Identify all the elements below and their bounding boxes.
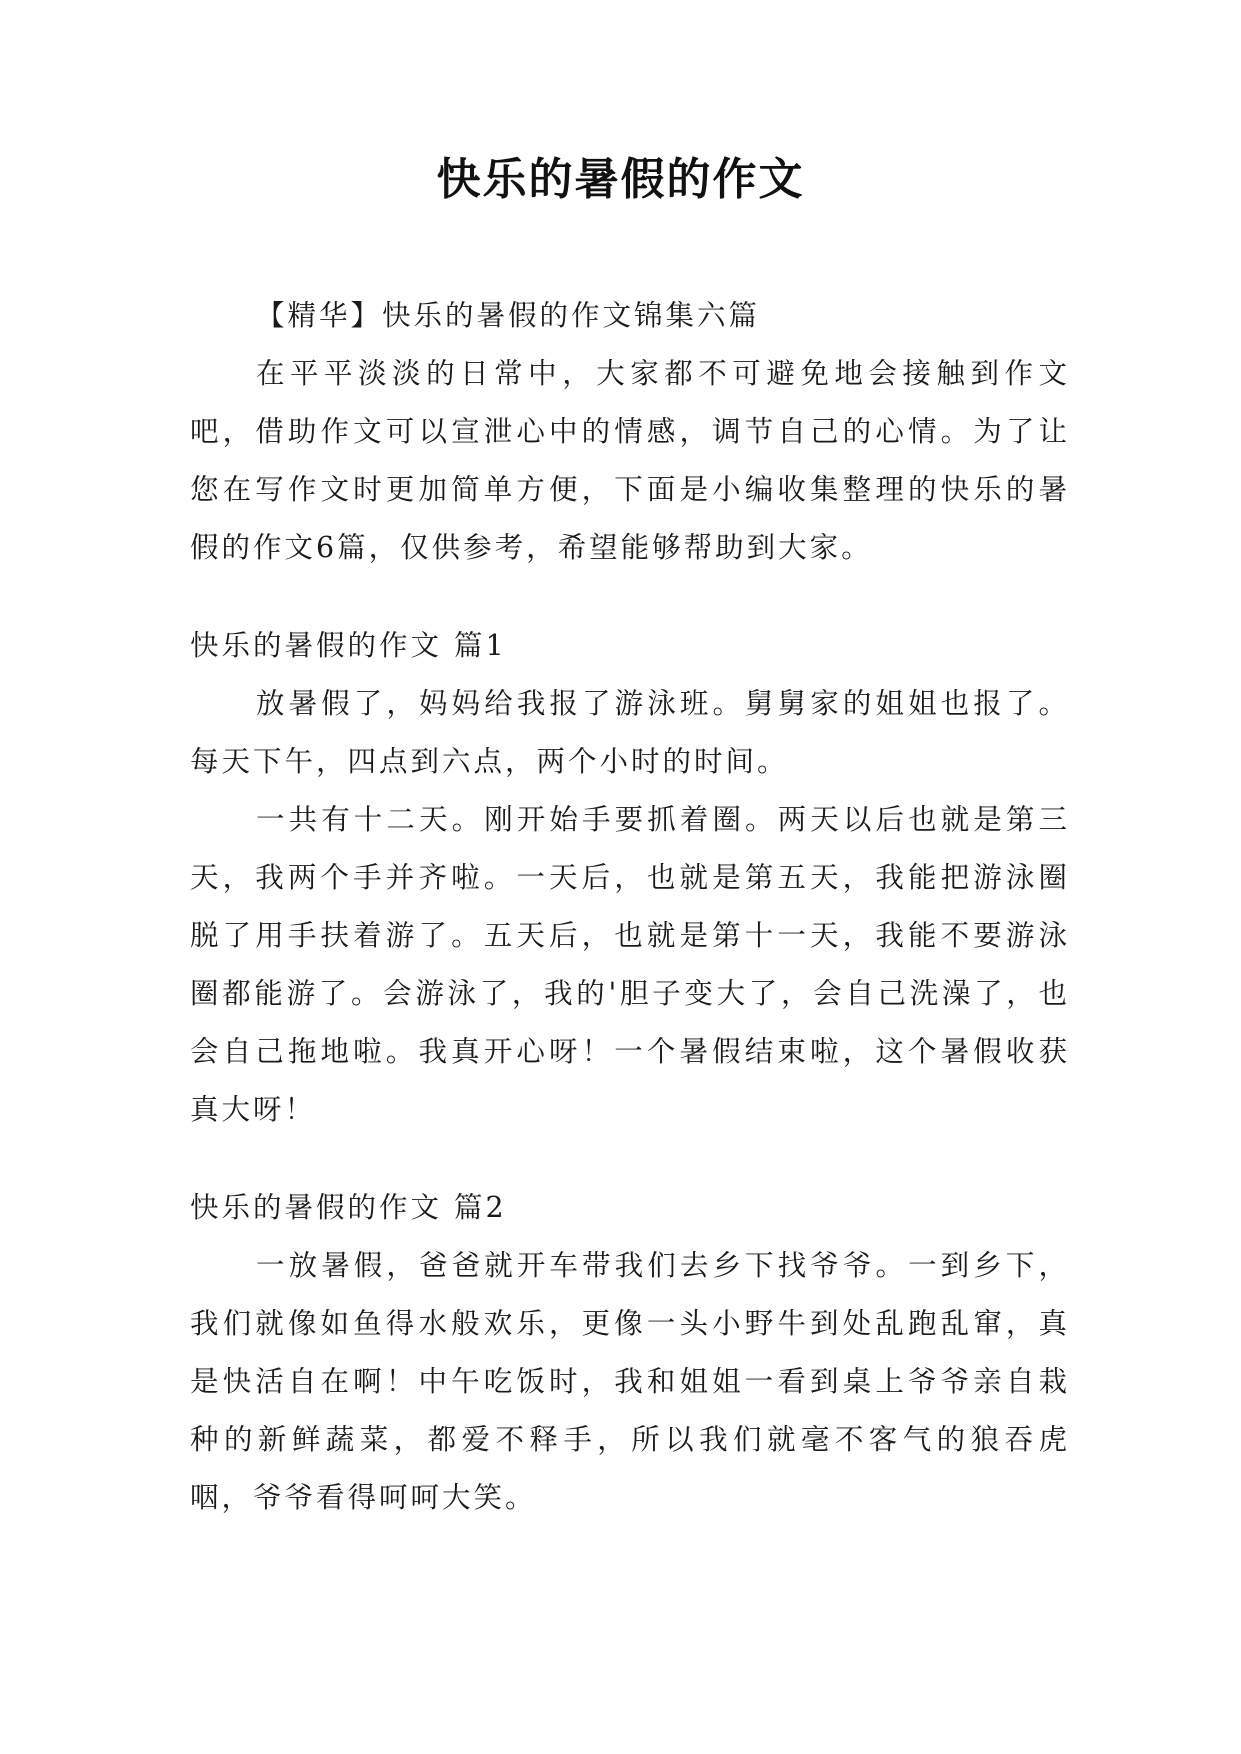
document-title: 快乐的暑假的作文 [436,154,805,205]
intro-paragraph: 在平平淡淡的日常中，大家都不可避免地会接触到作文吧，借助作文可以宣泄心中的情感，调节自己的心情。为了让您在写作文时更加简单方便，下面是小编收集整理的快乐的暑假的作文6篇，仅供参考，希望能够帮助到大家。 [190,357,1070,564]
section-heading-2: 快乐的暑假的作文 篇2 [190,1191,507,1224]
intro-lead: 【精华】快乐的暑假的作文锦集六篇 [256,299,761,332]
section-1-paragraph-2: 一共有十二天。刚开始手要抓着圈。两天以后也就是第三天，我两个手并齐啦。一天后，也就是第五天，我能把游泳圈脱了用手扶着游了。五天后，也就是第十一天，我能不要游泳圈都能游了。会游泳了，我的'胆子变大了，会自己洗澡了，也会自己拖地啦。我真开心呀！一个暑假结束啦，这个暑假收获真大呀！ [190,803,1070,1126]
section-heading-1: 快乐的暑假的作文 篇1 [190,629,507,662]
document-body [190,287,1070,1527]
section-2-paragraph-1: 一放暑假，爸爸就开车带我们去乡下找爷爷。一到乡下，我们就像如鱼得水般欢乐，更像一头小野牛到处乱跑乱窜，真是快活自在啊！中午吃饭时，我和姐姐一看到桌上爷爷亲自栽种的新鲜蔬菜，都爱不释手，所以我们就毫不客气的狼吞虎咽，爷爷看得呵呵大笑。 [190,1249,1070,1514]
section-1-paragraph-1: 放暑假了，妈妈给我报了游泳班。舅舅家的姐姐也报了。每天下午，四点到六点，两个小时的时间。 [190,687,1070,778]
